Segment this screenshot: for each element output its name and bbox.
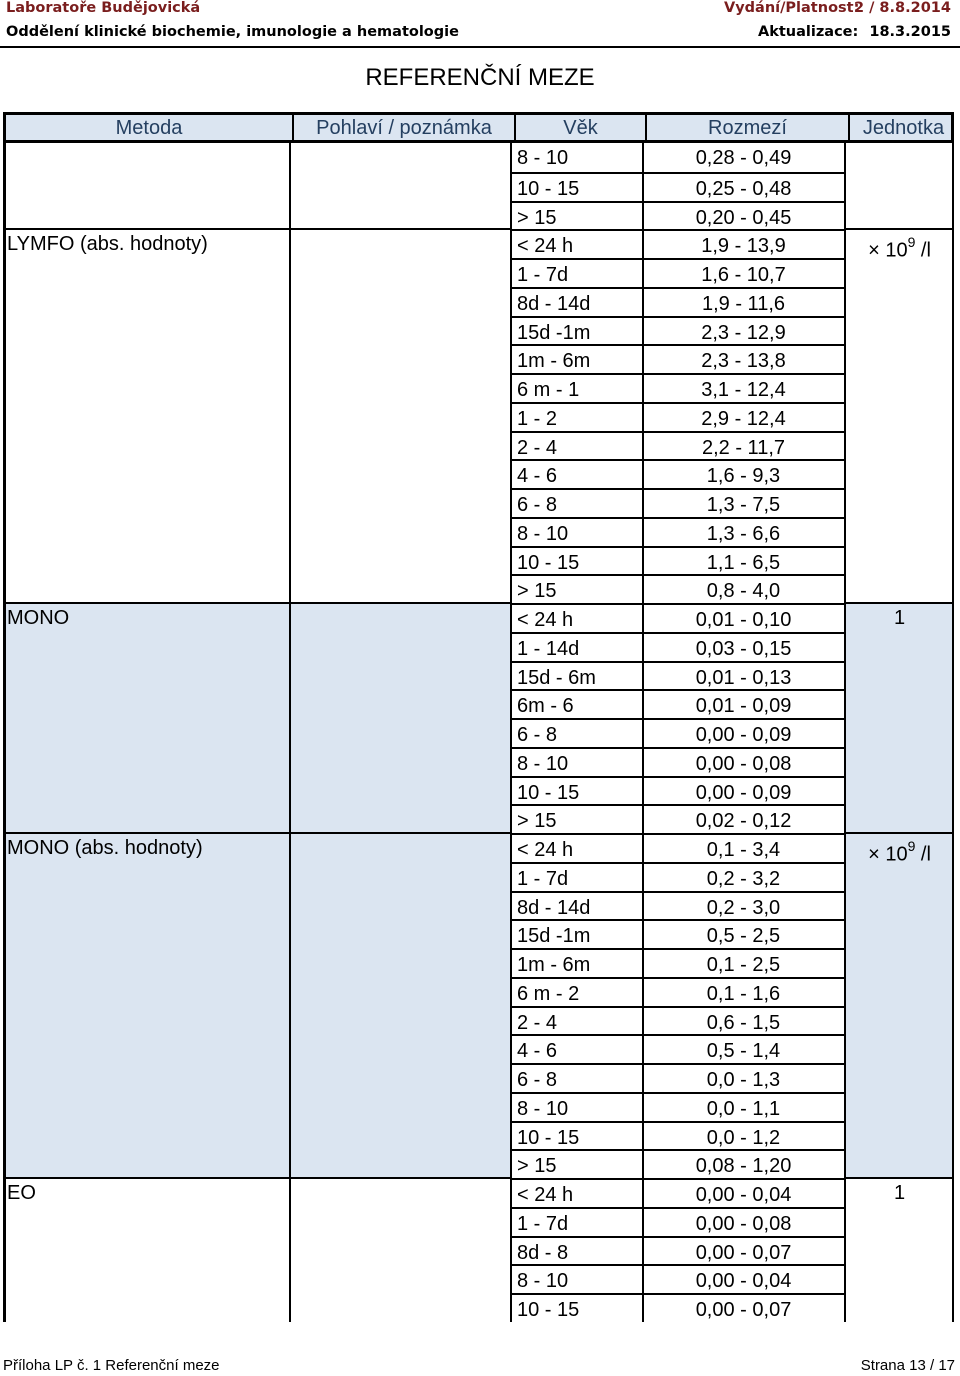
age-cell: 6 m - 1 — [511, 373, 642, 402]
table-row — [3, 776, 954, 805]
range-cell: 0,2 - 3,2 — [642, 862, 845, 891]
table-row — [3, 1063, 954, 1092]
age-cell: 8d - 14d — [511, 287, 642, 316]
range-cell: 2,3 - 12,9 — [642, 316, 845, 345]
table-row — [3, 143, 954, 172]
range-cell: 0,00 - 0,04 — [642, 1264, 845, 1293]
age-cell: 4 - 6 — [511, 1034, 642, 1063]
department-name: Oddělení klinické biochemie, imunologie a hematologie — [6, 24, 459, 40]
table-row — [3, 373, 954, 402]
table-row — [3, 948, 954, 977]
age-cell: 8 - 10 — [511, 747, 642, 776]
table-row — [3, 459, 954, 488]
column-rule — [844, 143, 846, 1322]
range-cell: 0,5 - 2,5 — [642, 919, 845, 948]
age-cell: 15d - 6m — [511, 661, 642, 690]
column-rule — [289, 143, 291, 1322]
range-cell: 3,1 - 12,4 — [642, 373, 845, 402]
age-cell: > 15 — [511, 201, 642, 230]
table-row — [3, 201, 954, 230]
table-row — [3, 402, 954, 431]
table-row — [3, 258, 954, 287]
age-cell: 6 - 8 — [511, 718, 642, 747]
table-header — [3, 112, 954, 143]
unit-exponent: 9 — [907, 234, 916, 251]
age-cell: > 15 — [511, 574, 642, 603]
table-row — [3, 316, 954, 345]
age-cell: < 24 h — [511, 833, 642, 862]
method-cell: MONO (abs. hodnoty) — [7, 837, 203, 859]
table-row — [3, 632, 954, 661]
range-cell: 0,00 - 0,07 — [642, 1293, 845, 1322]
range-cell: 2,9 - 12,4 — [642, 402, 845, 431]
range-cell: 0,0 - 1,1 — [642, 1092, 845, 1121]
range-cell: 0,01 - 0,13 — [642, 661, 845, 690]
table-row — [3, 661, 954, 690]
range-cell: 1,6 - 9,3 — [642, 459, 845, 488]
col-header-pohlavi: Pohlaví / poznámka — [292, 115, 514, 140]
age-cell: 2 - 4 — [511, 431, 642, 460]
version-label: Vydání/Platnost: — [724, 0, 860, 16]
range-cell: 0,02 - 0,12 — [642, 804, 845, 833]
table-row — [3, 1149, 954, 1178]
age-cell: 8 - 10 — [511, 517, 642, 546]
table-row — [3, 344, 954, 373]
method-cell — [3, 143, 289, 172]
unit-exponent: 9 — [907, 838, 916, 854]
age-cell: 15d -1m — [511, 919, 642, 948]
age-cell: 2 - 4 — [511, 1006, 642, 1035]
unit-suffix: /l — [915, 239, 931, 262]
age-cell: 8 - 10 — [511, 143, 642, 172]
table-row — [3, 891, 954, 920]
col-header-vek: Věk — [514, 115, 645, 140]
age-cell: 15d -1m — [511, 316, 642, 345]
range-cell: 0,01 - 0,10 — [642, 603, 845, 632]
header-divider — [0, 46, 960, 48]
column-rule — [642, 143, 644, 1322]
table-row — [3, 172, 954, 201]
col-header-jednotka: Jednotka — [848, 115, 957, 140]
age-cell: 1m - 6m — [511, 344, 642, 373]
range-cell: 0,0 - 1,3 — [642, 1063, 845, 1092]
range-cell: 0,00 - 0,09 — [642, 776, 845, 805]
range-cell: 2,2 - 11,7 — [642, 431, 845, 460]
method-cell: LYMFO (abs. hodnoty) — [7, 233, 208, 256]
range-cell: 1,1 - 6,5 — [642, 546, 845, 575]
table-row — [3, 747, 954, 776]
range-cell: 0,1 - 3,4 — [642, 833, 845, 862]
column-rule — [510, 143, 512, 1322]
range-cell: 0,25 - 0,48 — [642, 172, 845, 201]
age-cell: 1 - 7d — [511, 258, 642, 287]
table-row — [3, 919, 954, 948]
org-name: Laboratoře Budějovická — [6, 0, 201, 16]
age-cell: 6 - 8 — [511, 1063, 642, 1092]
method-cell: EO — [7, 1182, 36, 1204]
table-row — [3, 1006, 954, 1035]
table-row — [3, 689, 954, 718]
unit-suffix: /l — [915, 843, 931, 866]
age-cell: 10 - 15 — [511, 1293, 642, 1322]
range-cell: 1,3 - 7,5 — [642, 488, 845, 517]
col-header-metoda: Metoda — [115, 117, 183, 139]
range-cell: 0,03 - 0,15 — [642, 632, 845, 661]
age-cell: 6m - 6 — [511, 689, 642, 718]
version-value: 2 / 8.8.2014 — [853, 0, 951, 16]
age-cell: 1 - 14d — [511, 632, 642, 661]
range-cell: 0,00 - 0,08 — [642, 747, 845, 776]
unit-base: × 10 — [868, 239, 908, 262]
range-cell: 0,00 - 0,07 — [642, 1236, 845, 1265]
table-row — [3, 804, 954, 833]
table-row — [3, 1293, 954, 1322]
table-row — [3, 1207, 954, 1236]
table-row — [3, 1178, 954, 1207]
range-cell: 0,2 - 3,0 — [642, 891, 845, 920]
age-cell: < 24 h — [511, 229, 642, 258]
range-cell: 1,9 - 13,9 — [642, 229, 845, 258]
age-cell: 10 - 15 — [511, 776, 642, 805]
footer-page-number: Strana 13 / 17 — [860, 1357, 955, 1374]
table-row — [3, 862, 954, 891]
table-row — [3, 1236, 954, 1265]
age-cell: 8d - 8 — [511, 1236, 642, 1265]
range-cell: 0,00 - 0,08 — [642, 1207, 845, 1236]
table-row — [3, 603, 954, 632]
range-cell: 0,8 - 4,0 — [642, 574, 845, 603]
table-row — [3, 1121, 954, 1150]
age-cell: 1m - 6m — [511, 948, 642, 977]
table-row — [3, 833, 954, 866]
age-cell: > 15 — [511, 1149, 642, 1178]
range-cell: 2,3 - 13,8 — [642, 344, 845, 373]
range-cell: 0,01 - 0,09 — [642, 689, 845, 718]
page-title: REFERENČNÍ MEZE — [365, 64, 595, 91]
update-label: Aktualizace: — [758, 24, 859, 40]
range-cell: 0,00 - 0,09 — [642, 718, 845, 747]
table-row — [3, 718, 954, 747]
age-cell: 10 - 15 — [511, 1121, 642, 1150]
range-cell: 0,0 - 1,2 — [642, 1121, 845, 1150]
table-row — [3, 431, 954, 460]
age-cell: > 15 — [511, 804, 642, 833]
age-cell: 1 - 7d — [511, 1207, 642, 1236]
footer-left: Příloha LP č. 1 Referenční meze — [3, 1357, 220, 1374]
range-cell: 0,1 - 2,5 — [642, 948, 845, 977]
range-cell: 0,5 - 1,4 — [642, 1034, 845, 1063]
table-row — [3, 229, 954, 262]
table-row — [3, 546, 954, 575]
range-cell: 0,00 - 0,04 — [642, 1178, 845, 1207]
age-cell: 8 - 10 — [511, 1092, 642, 1121]
column-rule — [952, 143, 954, 1322]
range-cell: 1,6 - 10,7 — [642, 258, 845, 287]
range-cell: 0,6 - 1,5 — [642, 1006, 845, 1035]
age-cell: < 24 h — [511, 1178, 642, 1207]
unit-cell — [845, 229, 954, 262]
age-cell: 6 - 8 — [511, 488, 642, 517]
age-cell: 10 - 15 — [511, 172, 642, 201]
col-header-rozmezi: Rozmezí — [645, 115, 848, 140]
table-row — [3, 517, 954, 546]
method-cell: MONO — [7, 607, 70, 629]
unit-cell: 1 — [893, 1182, 906, 1204]
table-row — [3, 574, 954, 603]
range-cell: 0,08 - 1,20 — [642, 1149, 845, 1178]
unit-base: × 10 — [868, 843, 908, 866]
column-rule — [3, 143, 6, 1322]
table-row — [3, 1264, 954, 1293]
range-cell: 1,3 - 6,6 — [642, 517, 845, 546]
table-row — [3, 977, 954, 1006]
range-cell: 0,1 - 1,6 — [642, 977, 845, 1006]
age-cell: 1 - 7d — [511, 862, 642, 891]
age-cell: 8d - 14d — [511, 891, 642, 920]
range-cell: 0,20 - 0,45 — [642, 201, 845, 230]
table-row — [3, 1034, 954, 1063]
table-row — [3, 1092, 954, 1121]
unit-cell: 1 — [893, 607, 906, 629]
age-cell: 1 - 2 — [511, 402, 642, 431]
age-cell: 10 - 15 — [511, 546, 642, 575]
table-row — [3, 488, 954, 517]
table-row — [3, 287, 954, 316]
range-cell: 0,28 - 0,49 — [642, 143, 845, 172]
unit-cell — [845, 833, 954, 866]
range-cell: 1,9 - 11,6 — [642, 287, 845, 316]
update-value: 18.3.2015 — [869, 24, 951, 40]
age-cell: < 24 h — [511, 603, 642, 632]
age-cell: 6 m - 2 — [511, 977, 642, 1006]
age-cell: 8 - 10 — [511, 1264, 642, 1293]
age-cell: 4 - 6 — [511, 459, 642, 488]
